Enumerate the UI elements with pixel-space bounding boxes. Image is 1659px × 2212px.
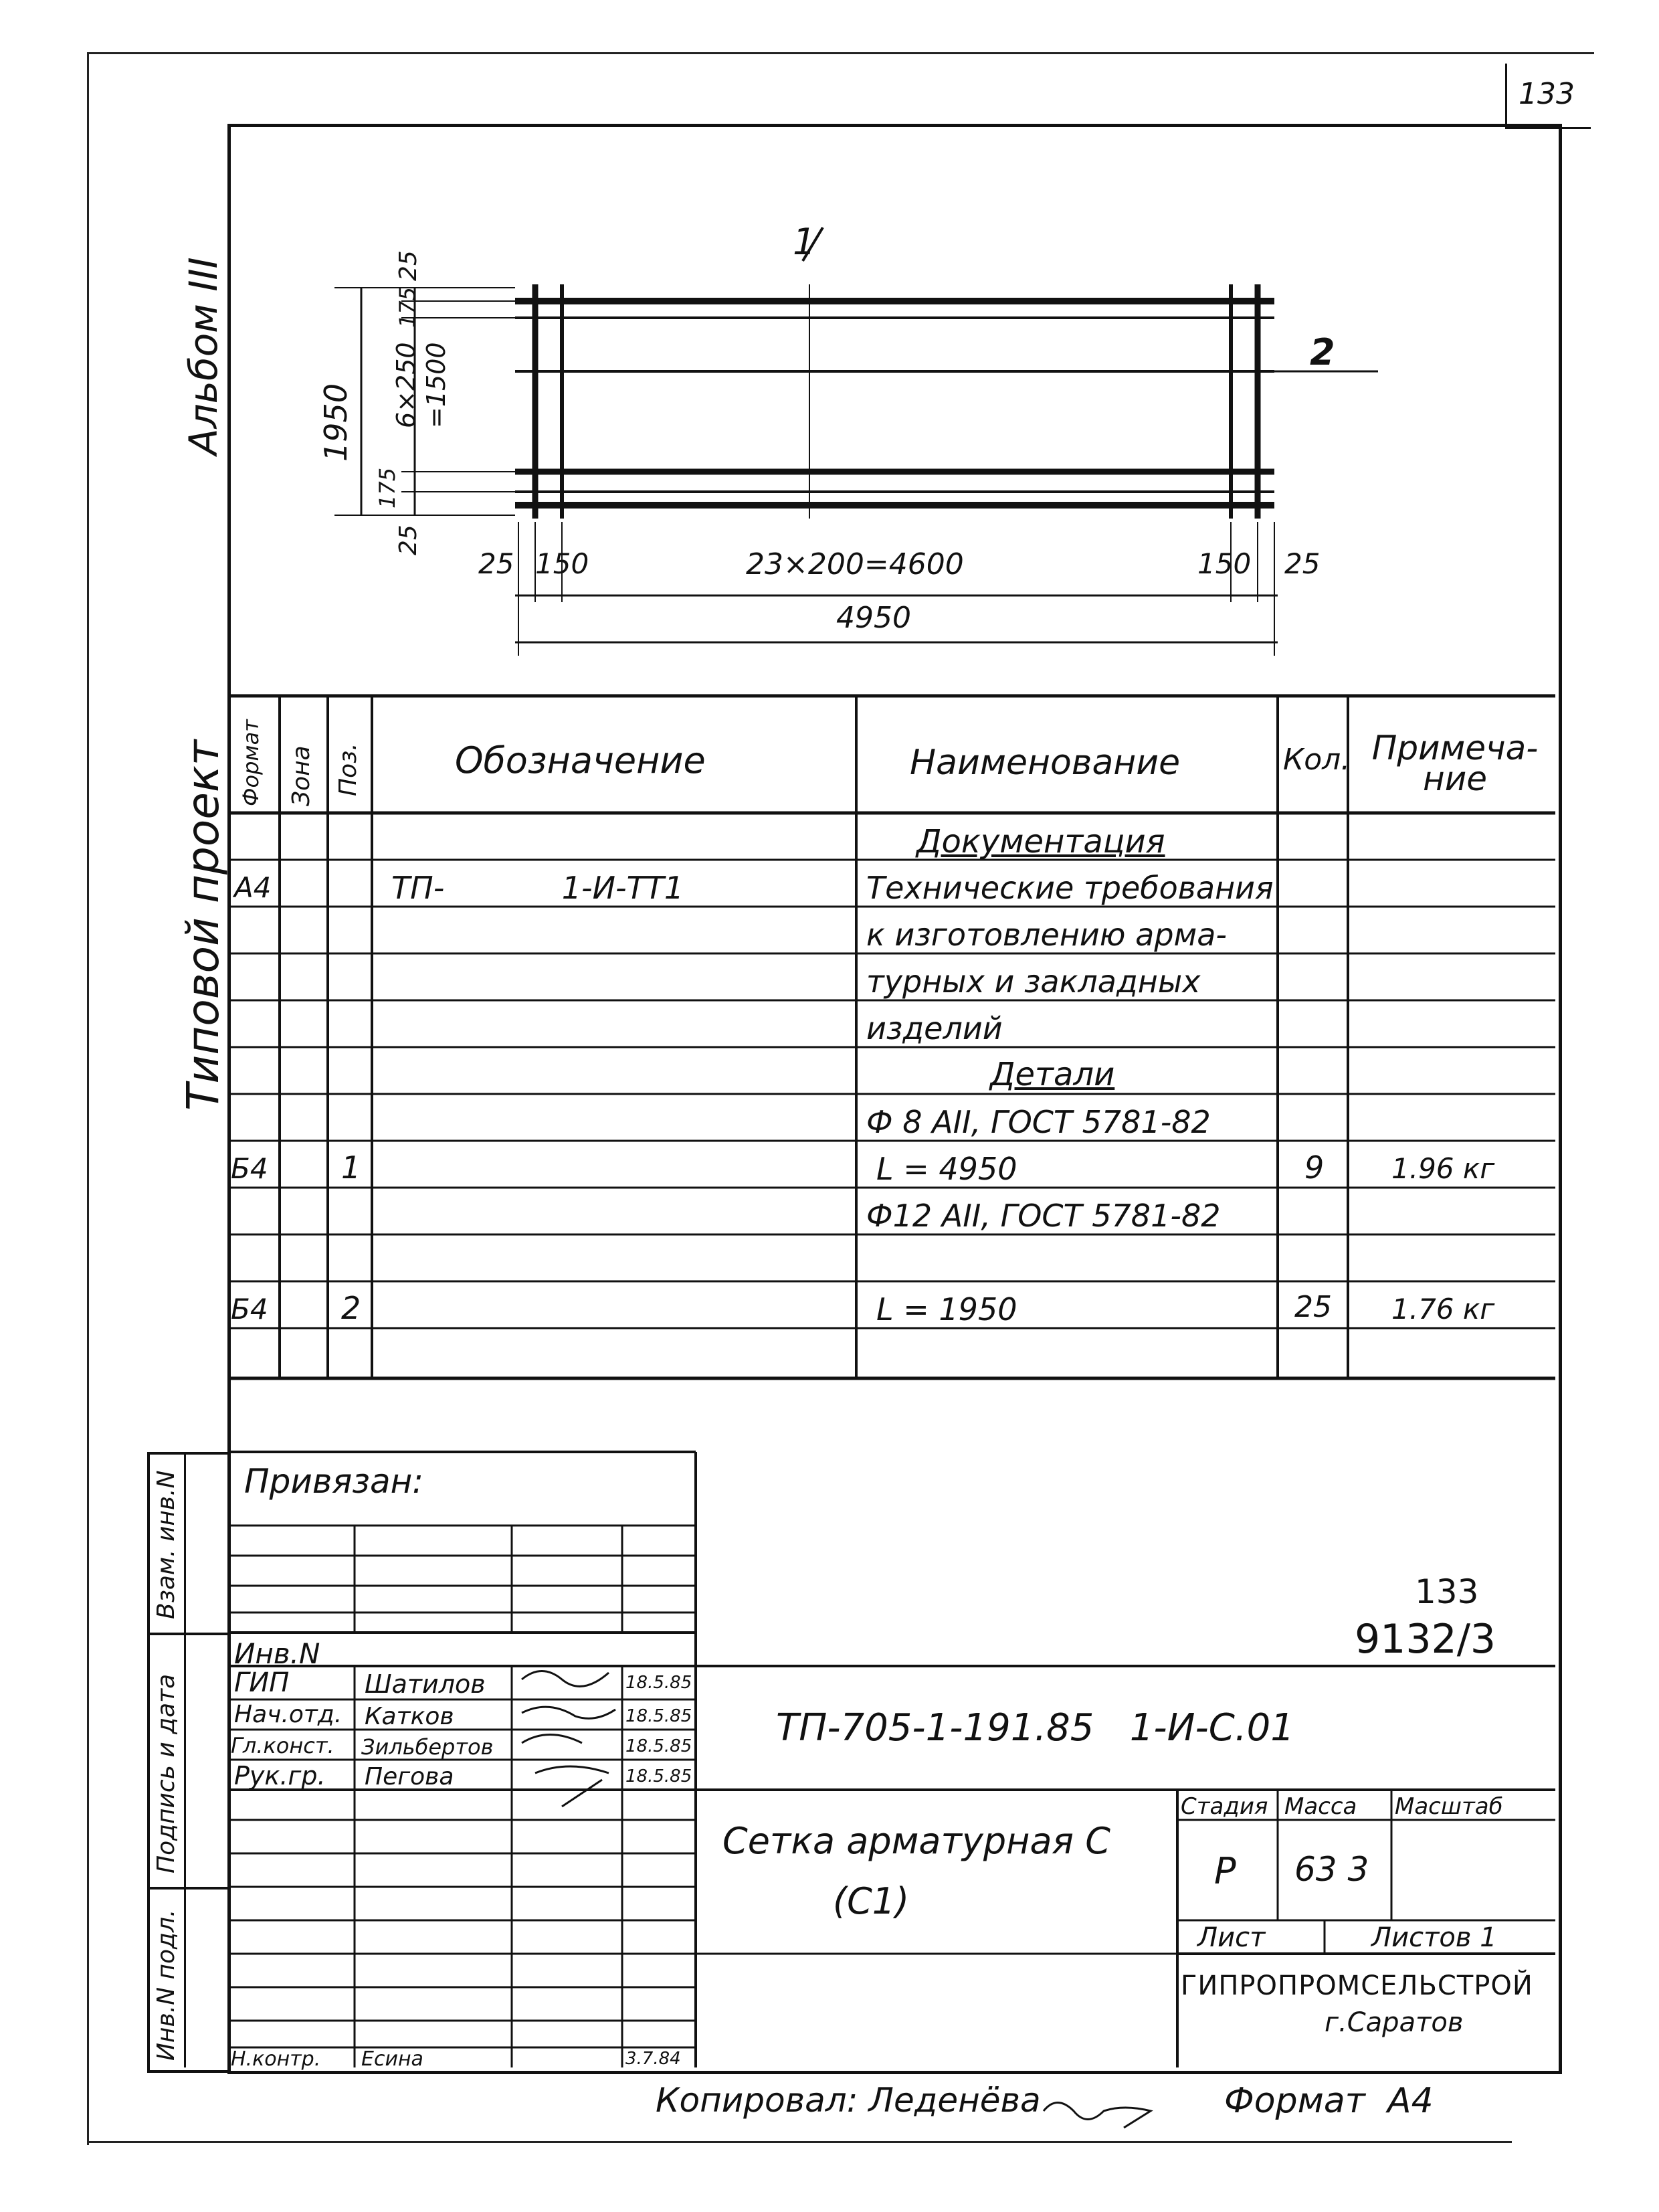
scale-label: Масштаб: [1395, 1793, 1503, 1820]
role-4-date: 18.5.85: [625, 1766, 692, 1786]
inventory-number-top: 133: [1415, 1572, 1479, 1611]
spec-header-name: Наименование: [910, 743, 1181, 783]
spec-row-2-designation: ТП- 1-И-ТТ1: [391, 870, 684, 906]
role-4-role: Рук.гр.: [234, 1761, 326, 1790]
dim-spacing-v: 6×250: [391, 342, 421, 428]
inventory-label: Инв.N: [234, 1637, 320, 1670]
role-2-name: Катков: [365, 1703, 454, 1730]
spec-row-10-pos: 2: [341, 1290, 361, 1326]
mass-label: Масса: [1284, 1793, 1357, 1820]
sheets-label: Листов 1: [1371, 1922, 1497, 1953]
spec-row-10-name: L = 1950: [876, 1291, 1017, 1327]
role-4-name: Пегова: [365, 1763, 454, 1790]
dim-top: 25: [395, 250, 422, 281]
spec-row-1-name: Документация: [916, 823, 1165, 860]
sheet-bottom-edge: [87, 2141, 1512, 2143]
project-label: Типовой проект: [177, 739, 229, 1111]
dim-spacing-v-total: =1500: [421, 342, 451, 428]
dim-right-150: 150: [1197, 547, 1252, 580]
spec-row-10-format: Б4: [231, 1293, 268, 1325]
dim-175-bottom: 175: [375, 467, 400, 509]
role-1-role: ГИП: [234, 1667, 290, 1698]
role-3-date: 18.5.85: [625, 1736, 692, 1756]
role-2-date: 18.5.85: [625, 1706, 692, 1726]
position-2-label: 2: [1310, 331, 1335, 373]
dim-height: 1950: [318, 383, 354, 462]
role-10-name: Есина: [361, 2047, 423, 2071]
copyist-signature: [1044, 2103, 1151, 2128]
dim-left-25: 25: [478, 547, 514, 580]
stage-value: Р: [1214, 1850, 1236, 1892]
side-stamp-inv-podl: Инв.N подл.: [153, 1909, 180, 2061]
spec-row-10-qty: 25: [1294, 1290, 1332, 1324]
spec-row-8-qty: 9: [1304, 1149, 1325, 1186]
format-label: Формат А4: [1224, 2081, 1434, 2121]
spec-row-7-name: Ф 8 АII, ГОСТ 5781-82: [866, 1104, 1211, 1140]
mass-value: 63 3: [1294, 1850, 1369, 1889]
organization-city: г.Саратов: [1325, 2007, 1464, 2038]
spec-header-zone: Зона: [288, 745, 315, 806]
album-label: Альбом III: [181, 257, 226, 455]
title-line-2: (С1): [833, 1880, 910, 1922]
copied-by: Копировал: Леденёва: [656, 2081, 1041, 2120]
role-1-name: Шатилов: [365, 1669, 486, 1699]
page-number: 133: [1519, 77, 1575, 111]
dim-left-150: 150: [535, 547, 589, 580]
signature-scribble: [522, 1671, 615, 1807]
side-stamp-vzam-inv: Взам. инв.N: [153, 1470, 180, 1619]
stage-label: Стадия: [1181, 1793, 1268, 1820]
role-10-date: 3.7.84: [625, 2049, 681, 2069]
role-3-name: Зильбертов: [361, 1734, 494, 1760]
spec-header-format: Формат: [238, 719, 264, 806]
spec-row-8-format: Б4: [231, 1152, 268, 1185]
spec-header-designation: Обозначение: [455, 739, 706, 781]
dim-right-25: 25: [1284, 547, 1321, 580]
spec-row-4-name: турных и закладных: [866, 963, 1201, 1000]
spec-row-3-name: к изготовлению арма-: [866, 917, 1228, 953]
dim-bottom: 25: [395, 525, 422, 555]
spec-header-note: Примеча-ние: [1371, 729, 1539, 798]
sheet-label: Лист: [1197, 1922, 1266, 1953]
spec-row-6-name: Детали: [990, 1056, 1115, 1093]
spec-row-8-pos: 1: [341, 1149, 361, 1186]
spec-row-2-format: А4: [234, 871, 272, 904]
role-1-date: 18.5.85: [625, 1673, 692, 1693]
dim-175-top: 175: [395, 286, 420, 328]
spec-header-qty: Кол.: [1283, 743, 1351, 777]
spec-row-8-note: 1.96 кг: [1391, 1152, 1495, 1185]
privyazan-label: Привязан:: [244, 1462, 424, 1501]
spec-row-2-name: Технические требования: [866, 870, 1274, 906]
spec-row-10-note: 1.76 кг: [1391, 1293, 1495, 1325]
role-2-role: Нач.отд.: [234, 1701, 343, 1728]
document-code: ТП-705-1-191.85 1-И-С.01: [776, 1706, 1294, 1750]
spec-row-8-name: L = 4950: [876, 1151, 1017, 1187]
organization-name: ГИПРОПРОМСЕЛЬСТРОЙ: [1181, 1970, 1533, 2001]
spec-row-5-name: изделий: [866, 1010, 1003, 1046]
role-3-role: Гл.конст.: [231, 1733, 334, 1758]
side-stamp-podpis-data: Подпись и дата: [153, 1673, 180, 1873]
spec-header-pos: Поз.: [334, 743, 362, 796]
role-10-role: Н.контр.: [231, 2047, 321, 2071]
position-1-label: 1: [793, 221, 816, 263]
title-line-1: Сетка арматурная С: [722, 1820, 1110, 1862]
spec-row-9-name: Ф12 АII, ГОСТ 5781-82: [866, 1198, 1221, 1234]
dim-spacing-h: 23×200=4600: [746, 547, 964, 581]
dim-length: 4950: [836, 601, 911, 635]
inventory-number-bottom: 9132/3: [1355, 1616, 1496, 1663]
